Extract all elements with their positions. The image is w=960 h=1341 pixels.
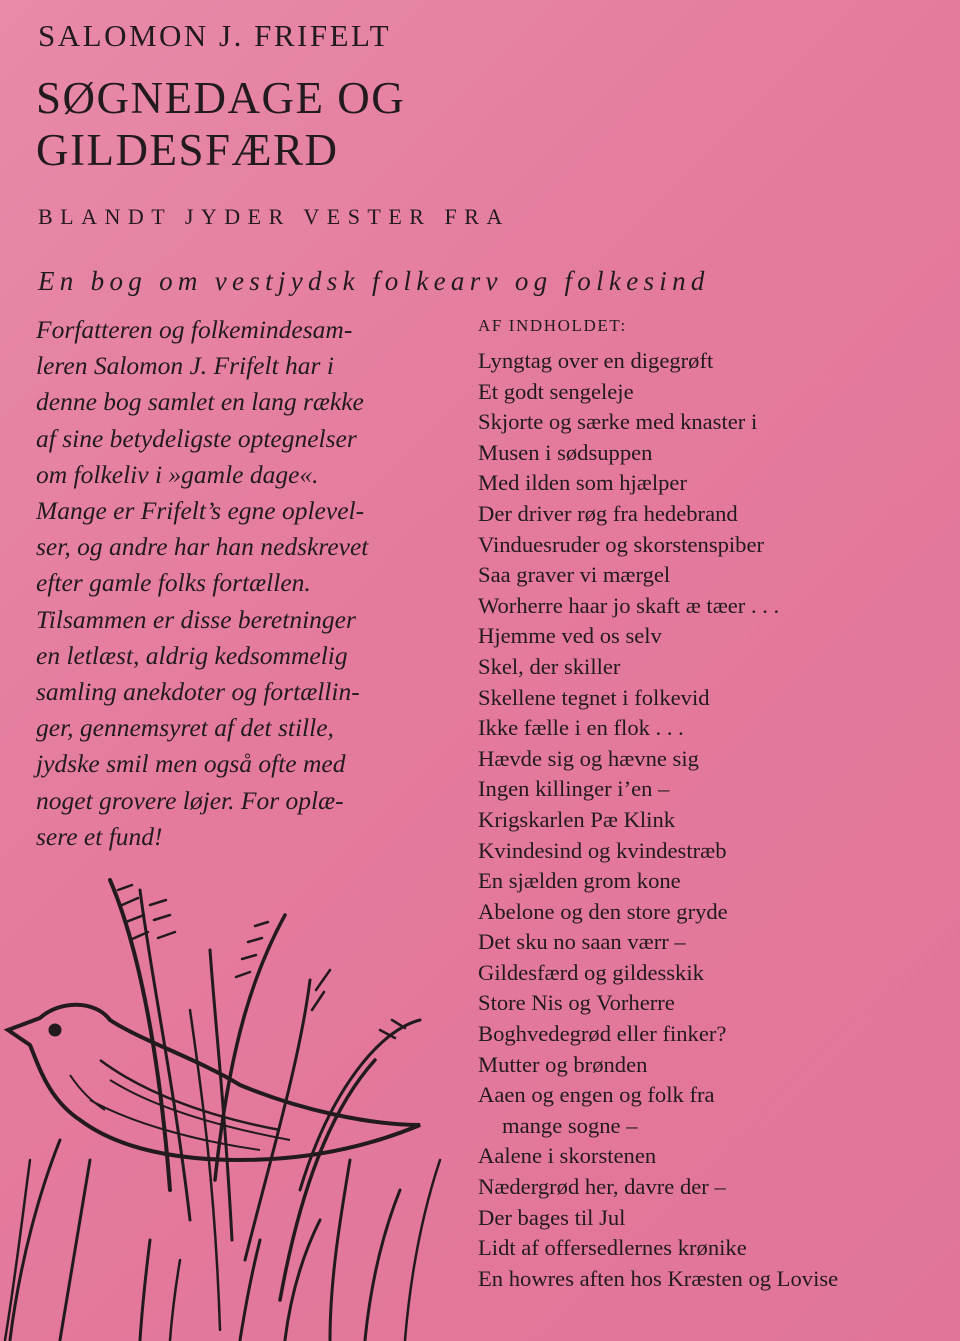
contents-item: En howres aften hos Kræsten og Lovise <box>478 1265 839 1291</box>
description-line: sere et fund! <box>36 821 163 851</box>
bird-illustration <box>0 860 470 1341</box>
contents-item: Store Nis og Vorherre <box>478 990 675 1016</box>
contents-item: Krigskarlen Pæ Klink <box>478 806 676 832</box>
contents-item: Hjemme ved os selv <box>478 623 662 649</box>
title-line-2: GILDESFÆRD <box>36 125 339 175</box>
tagline: En bog om vestjydsk folkearv og folkesind <box>38 266 710 296</box>
contents-item: Skellene tegnet i folkevid <box>478 684 710 710</box>
contents-item: Skel, der skiller <box>478 653 621 679</box>
description-line: Forfatteren og folkemindesam- <box>36 315 353 344</box>
contents-item: Abelone og den store gryde <box>478 898 728 924</box>
book-subtitle: BLANDT JYDER VESTER FRA <box>38 204 510 229</box>
contents-item: Gildesfærd og gildesskik <box>478 959 704 985</box>
contents-item: Skjorte og særke med knaster i <box>478 409 758 435</box>
contents-item: Lyngtag over en digegrøft <box>478 348 714 373</box>
description-line: jydske smil men også ofte med <box>36 749 346 779</box>
author-name: SALOMON J. FRIFELT <box>38 18 392 53</box>
title-line-1: SØGNEDAGE OG <box>36 73 406 123</box>
contents-item: Aalene i skorstenen <box>478 1143 657 1169</box>
contents-item: Lidt af offersedlernes krønike <box>478 1235 747 1261</box>
description-line: leren Salomon J. Frifelt har i <box>36 351 334 381</box>
table-of-contents <box>478 316 838 1294</box>
description-line: Tilsammen er disse beretninger <box>36 604 356 634</box>
contents-item: Der bages til Jul <box>478 1204 626 1230</box>
description-line: om folkeliv i »gamle dage«. <box>36 459 319 489</box>
contents-item: Med ilden som hjælper <box>478 470 687 496</box>
contents-item: Det sku no saan værr – <box>478 929 686 955</box>
description-line: ger, gennemsyret af det stille, <box>36 713 334 743</box>
contents-item: Boghvedegrød eller finker? <box>478 1021 727 1047</box>
description-line: denne bog samlet en lang række <box>36 387 364 417</box>
contents-item: Mutter og brønden <box>478 1051 648 1077</box>
contents-item: Et godt sengeleje <box>478 378 634 404</box>
contents-item: Nædergrød her, davre der – <box>478 1174 726 1200</box>
contents-item: Ikke fælle i en flok . . . <box>478 715 684 741</box>
description-line: noget grovere løjer. For oplæ- <box>36 785 344 815</box>
contents-item: Hævde sig og hævne sig <box>478 745 699 771</box>
contents-item: Aaen og engen og folk fra <box>478 1082 715 1108</box>
contents-item-continuation: mange sogne – <box>502 1112 638 1138</box>
contents-heading: AF INDHOLDET: <box>478 316 627 335</box>
description-line: samling anekdoter og fortællin- <box>36 677 360 707</box>
description-text <box>36 312 448 855</box>
book-title <box>36 72 405 176</box>
contents-item: Ingen killinger i’en – <box>478 776 670 802</box>
contents-list <box>478 346 838 1294</box>
description-line: Mange er Frifelt’s egne oplevel- <box>36 496 365 526</box>
contents-item: Saa graver vi mærgel <box>478 562 671 588</box>
description-line: efter gamle folks fortællen. <box>36 568 311 598</box>
contents-item: Worherre haar jo skaft æ tæer . . . <box>478 592 780 618</box>
description-line: en letlæst, aldrig kedsommelig <box>36 640 348 670</box>
contents-item: Kvindesind og kvindestræb <box>478 837 727 863</box>
description-line: ser, og andre har han nedskrevet <box>36 532 369 562</box>
contents-item: Der driver røg fra hedebrand <box>478 500 738 526</box>
description-line: af sine betydeligste optegnelser <box>36 423 357 453</box>
contents-item: Vinduesruder og skorstenspiber <box>478 531 765 557</box>
contents-item: Musen i sødsuppen <box>478 439 653 465</box>
contents-item: En sjælden grom kone <box>478 868 681 894</box>
